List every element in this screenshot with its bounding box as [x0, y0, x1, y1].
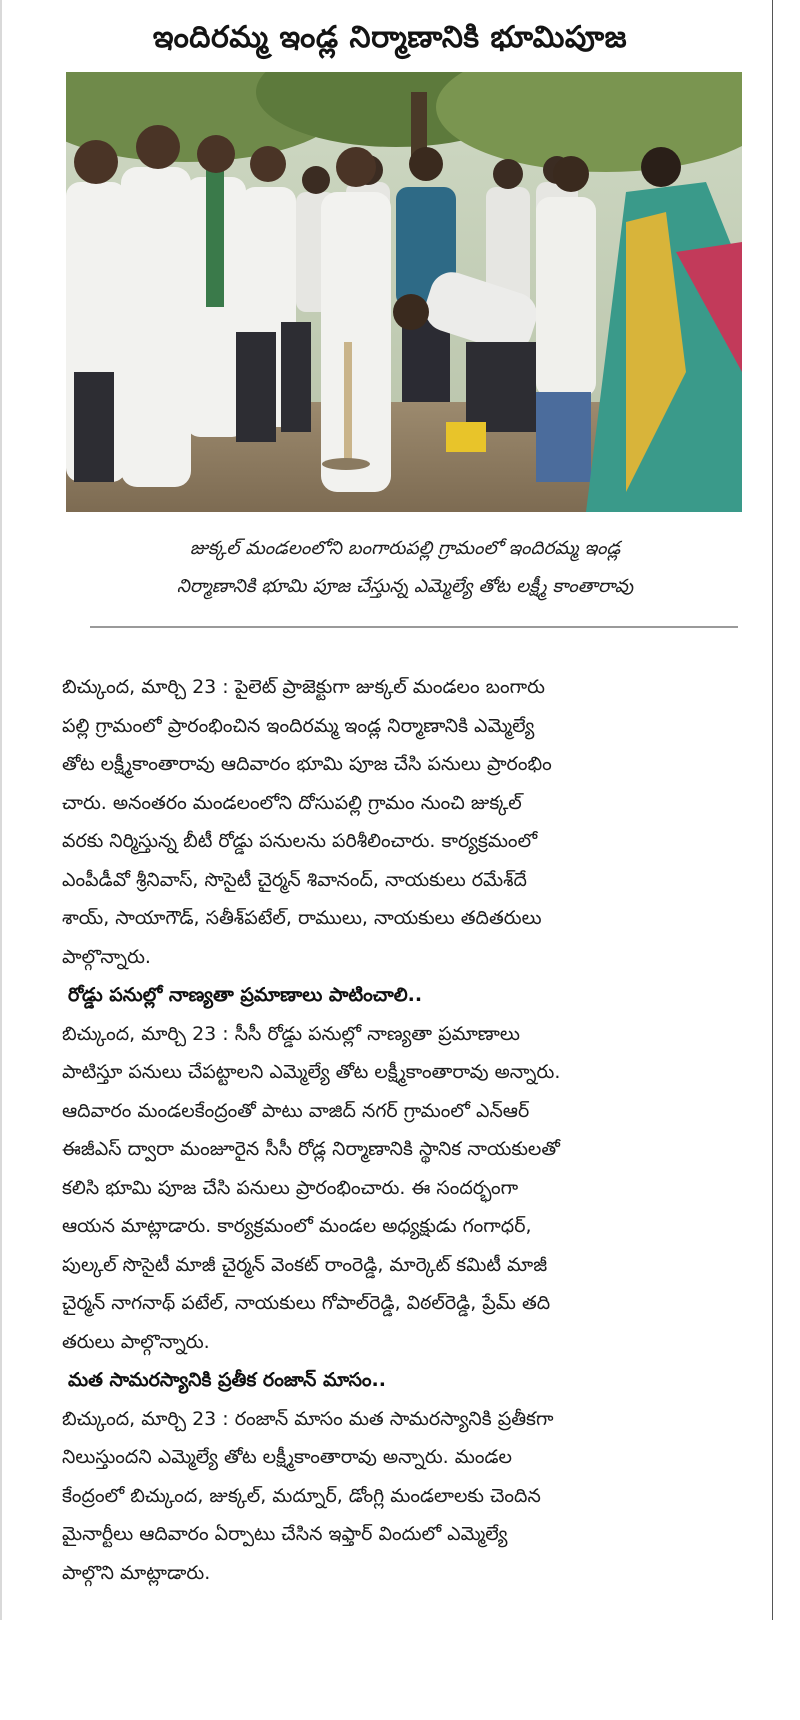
subheading-road-quality: రోడ్డు పనుల్లో నాణ్యతా ప్రమాణాలు పాటించాలి..	[68, 984, 423, 1006]
text-line: నిలుస్తుందని ఎమ్మెల్యే తోట లక్ష్మీకాంతారావు అన్నారు. మండల	[62, 1446, 513, 1468]
text-line: ఆదివారం మండలకేంద్రంతో పాటు వాజిద్ నగర్ గ్రామంలో ఎన్ఆర్	[62, 1099, 530, 1122]
photo-caption	[60, 530, 750, 606]
text-line: మైనార్టీలు ఆదివారం ఏర్పాటు చేసిన ఇఫ్తార్ విందులో ఎమ్మెల్యే	[62, 1523, 508, 1545]
caption-line: జుక్కల్ మండలంలోని బంగారుపల్లి గ్రామంలో ఇందిరమ్మ ఇండ్ల	[189, 538, 621, 559]
text-line: కలిసి భూమి పూజ చేసి పనులు ప్రారంభించారు. ఈ సందర్భంగా	[62, 1176, 519, 1199]
text-line: వరకు నిర్మిస్తున్న బీటీ రోడ్డు పనులను పరిశీలించారు. కార్యక్రమంలో	[62, 830, 538, 852]
caption-line: నిర్మాణానికి భూమి పూజ చేస్తున్న ఎమ్మెల్యే తోట లక్ష్మీ కాంతారావు	[176, 576, 634, 597]
right-column-rule	[772, 0, 773, 1620]
article-paragraph-3	[62, 1400, 748, 1593]
text-line: బిచ్కుంద, మార్చి 23 : రంజాన్ మాసం మత సామరస్యానికి ప్రతీకగా	[62, 1407, 554, 1430]
text-line: చైర్మన్ నాగనాథ్ పటేల్, నాయకులు గోపాల్‌రెడ్డి, విఠల్‌రెడ్డి, ప్రేమ్ తది	[62, 1292, 551, 1314]
text-line: పాటిస్తూ పనులు చేపట్టాలని ఎమ్మెల్యే తోట లక్ష్మీకాంతారావు అన్నారు.	[62, 1061, 561, 1083]
left-column-rule	[0, 0, 2, 1620]
text-line: పాల్గొని మాట్లాడారు.	[62, 1561, 211, 1584]
photo-image	[66, 72, 742, 512]
text-line: తోట లక్ష్మీకాంతారావు ఆదివారం భూమి పూజ చేసి పనులు ప్రారంభిం	[62, 753, 552, 775]
text-line: పాల్గొన్నారు.	[62, 945, 151, 968]
text-line: శాయ్, సాయాగౌడ్, సతీశ్‌పటేల్, రాములు, నాయకులు తదితరులు	[62, 907, 542, 929]
subheading-ramzan: మత సామరస్యానికి ప్రతీక రంజాన్ మాసం..	[68, 1369, 386, 1391]
text-line: ఎంపీడీవో శ్రీనివాస్, సొసైటీ చైర్మన్ శివానంద్, నాయకులు రమేశ్‌దే	[62, 868, 527, 891]
text-line: ఈజీఎస్ ద్వారా మంజూరైన సీసీ రోడ్ల నిర్మాణానికి స్థానిక నాయకులతో	[62, 1138, 560, 1160]
caption-divider	[90, 626, 738, 628]
article-body	[62, 668, 748, 1592]
text-line: కేంద్రంలో బిచ్కుంద, జుక్కల్, మద్నూర్, డోంగ్లి మండలాలకు చెందిన	[62, 1484, 541, 1507]
headline: ఇందిరమ్మ ఇండ్ల నిర్మాణానికి భూమిపూజ	[152, 20, 628, 55]
text-line: తరులు పాల్గొన్నారు.	[62, 1330, 210, 1353]
text-line: ఆయన మాట్లాడారు. కార్యక్రమంలో మండల అధ్యక్షుడు గంగాధర్,	[62, 1215, 532, 1237]
text-line: పల్లి గ్రామంలో ప్రారంభించిన ఇందిరమ్మ ఇండ్ల నిర్మాణానికి ఎమ్మెల్యే	[62, 714, 535, 737]
article-paragraph-1	[62, 668, 748, 976]
text-line: బిచ్కుంద, మార్చి 23 : పైలెట్ ప్రాజెక్టుగా జుక్కల్ మండలం బంగారు	[62, 676, 545, 698]
text-line: చారు. అనంతరం మండలంలోని దోసుపల్లి గ్రామం నుంచి జుక్కల్	[62, 791, 522, 814]
text-line: బిచ్కుంద, మార్చి 23 : సీసీ రోడ్డు పనుల్లో నాణ్యతా ప్రమాణాలు	[62, 1022, 520, 1045]
news-photo	[66, 72, 742, 512]
text-line: పుల్కల్ సొసైటీ మాజీ చైర్మన్ వెంకట్ రాంరెడ్డి, మార్కెట్ కమిటీ మాజీ	[62, 1253, 548, 1276]
article-paragraph-2	[62, 1015, 748, 1362]
